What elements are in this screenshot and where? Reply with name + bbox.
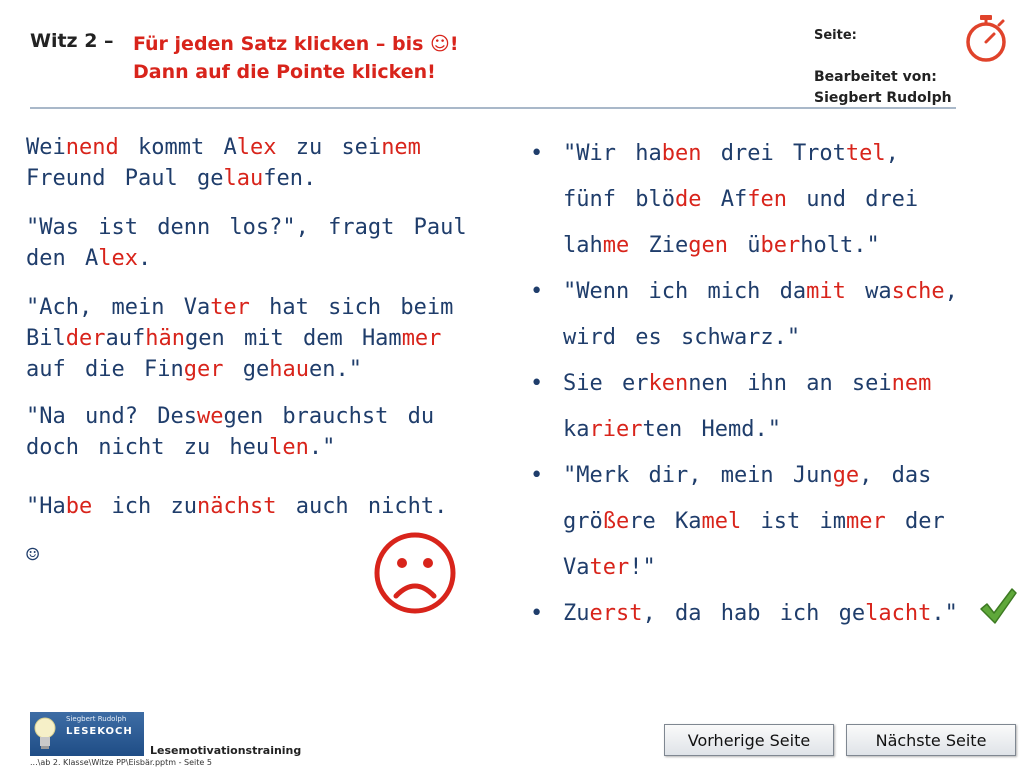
text-segment: ten Hemd." — [642, 417, 781, 442]
stopwatch-icon[interactable] — [962, 13, 1010, 63]
bullet: • — [530, 279, 544, 304]
next-page-button[interactable]: Nächste Seite — [846, 724, 1016, 756]
syllable-highlight: lau — [223, 166, 264, 191]
text-segment: ü — [727, 233, 761, 258]
syllable-highlight: ße — [602, 509, 630, 534]
text-segment: zu — [276, 135, 342, 160]
text-segment: auf die Fin — [26, 357, 184, 382]
lesekoch-logo — [30, 712, 144, 756]
punchline-option[interactable] — [530, 453, 970, 591]
header-divider — [30, 107, 956, 109]
punchline-option[interactable] — [530, 361, 970, 453]
bullet: • — [530, 141, 544, 166]
text-segment: ge — [196, 166, 224, 191]
punchline-text — [563, 141, 918, 258]
text-segment: kommt — [118, 135, 224, 160]
text-segment: !" — [629, 555, 656, 580]
syllable-highlight: lex — [98, 246, 138, 271]
text-segment: und drei lah — [563, 187, 919, 258]
text-segment: holt." — [800, 233, 880, 258]
text-segment: ist im — [741, 509, 846, 534]
punchline-option-correct[interactable] — [530, 591, 970, 637]
text-segment: auf — [105, 326, 146, 351]
syllable-highlight: ger — [183, 357, 224, 382]
text-segment: re Ka — [629, 509, 702, 534]
text-segment: . — [137, 246, 152, 271]
text-segment: , fünf blö — [563, 141, 899, 212]
file-path: ...\ab 2. Klasse\Witze PP\Eisbär.pptm - Seite 5 — [30, 758, 212, 767]
text-segment: ich zu — [92, 494, 197, 519]
text-segment: A — [84, 246, 99, 271]
joke-title: Witz 2 – — [30, 30, 114, 52]
bullet: • — [530, 463, 544, 488]
text-segment: "Was ist denn los?", fragt Paul den — [26, 215, 467, 271]
text-segment: der Va — [563, 509, 945, 580]
syllable-highlight: lacht — [865, 601, 932, 626]
text-segment: gen brauchst du doch nicht zu heu — [26, 404, 435, 460]
text-segment: "Na und? Des — [26, 404, 197, 429]
story-paragraph[interactable] — [26, 401, 496, 463]
text-segment: ge — [223, 357, 270, 382]
text-segment: drei Trot — [701, 141, 846, 166]
text-segment: A — [223, 135, 237, 160]
syllable-highlight: mit — [806, 279, 846, 304]
text-segment: hat sich beim Bil — [26, 295, 454, 351]
syllable-highlight: we — [196, 404, 224, 429]
syllable-highlight: be — [65, 494, 93, 519]
text-segment: Zu — [563, 601, 590, 626]
text-segment: sei — [341, 135, 382, 160]
punchline-text — [563, 463, 945, 580]
text-segment: , da hab ich ge — [642, 601, 866, 626]
punchline-text — [563, 279, 958, 350]
text-segment: nen ihn an sei — [688, 371, 892, 396]
bullet: • — [530, 371, 544, 396]
syllable-highlight: de — [674, 187, 702, 212]
text-segment: "Wir ha — [563, 141, 662, 166]
text-segment: , das grö — [563, 463, 932, 534]
text-segment: fen. — [263, 166, 317, 191]
syllable-highlight: nem — [891, 371, 932, 396]
text-segment: gen mit dem Ham — [185, 326, 402, 351]
punchline-option[interactable] — [530, 131, 970, 269]
syllable-highlight: ge — [832, 463, 860, 488]
editor-name: Siegbert Rudolph — [814, 90, 952, 106]
edited-by — [814, 67, 952, 109]
logo-brand: LESEKOCH — [66, 726, 133, 737]
text-segment: auch nicht. — [276, 494, 448, 519]
punchline-option[interactable] — [530, 269, 970, 361]
story-paragraph[interactable] — [26, 491, 496, 522]
story-paragraph[interactable] — [26, 212, 496, 274]
syllable-highlight: nächst — [196, 494, 277, 519]
syllable-highlight: mer — [401, 326, 442, 351]
text-segment: en." — [308, 357, 362, 382]
syllable-highlight: nem — [381, 135, 421, 160]
syllable-highlight: len — [269, 435, 309, 460]
edited-by-label: Bearbeitet von: — [814, 69, 937, 85]
syllable-highlight: hau — [269, 357, 309, 382]
text-segment: wa — [845, 279, 892, 304]
frowning-face-icon — [372, 530, 458, 616]
syllable-highlight: nend — [65, 135, 119, 160]
syllable-highlight: ber — [760, 233, 801, 258]
syllable-highlight: tel — [845, 141, 886, 166]
previous-page-button[interactable]: Vorherige Seite — [664, 724, 834, 756]
syllable-highlight: rier — [589, 417, 643, 442]
syllable-highlight: lex — [236, 135, 277, 160]
text-segment: Freund Paul — [26, 166, 197, 191]
text-segment: "Ha — [26, 494, 66, 519]
logo-name: Siegbert Rudolph — [66, 715, 127, 723]
syllable-highlight: mer — [845, 509, 886, 534]
syllable-highlight: sche — [891, 279, 945, 304]
syllable-highlight: ter — [589, 555, 630, 580]
smiley-icon: ☺ — [26, 543, 40, 568]
text-segment: "Merk dir, mein Jun — [563, 463, 833, 488]
syllable-highlight: me — [602, 233, 630, 258]
instruction-line-1: Für jeden Satz klicken – bis ☺! — [133, 33, 459, 55]
text-segment: ." — [931, 601, 958, 626]
lightbulb-icon — [32, 716, 58, 752]
story-text — [26, 132, 496, 522]
page-label: Seite: — [814, 28, 857, 43]
text-segment: ka — [563, 417, 590, 442]
syllable-highlight: erst — [589, 601, 643, 626]
text-segment: Af — [701, 187, 748, 212]
punchline-list — [530, 131, 970, 637]
story-paragraph[interactable] — [26, 292, 496, 385]
text-segment: Sie er — [563, 371, 649, 396]
syllable-highlight: fen — [747, 187, 787, 212]
text-segment: "Ach, mein Va — [26, 295, 211, 320]
bullet: • — [530, 601, 544, 626]
instruction — [133, 30, 459, 86]
punchline-text — [563, 601, 958, 626]
punchline-text — [563, 371, 931, 442]
syllable-highlight: ter — [210, 295, 250, 320]
text-segment: "Wenn ich mich da — [563, 279, 807, 304]
story-paragraph[interactable] — [26, 132, 496, 194]
program-name: Lesemotivationstraining — [150, 744, 302, 757]
syllable-highlight: hän — [145, 326, 185, 351]
text-segment: , wird es schwarz." — [563, 279, 958, 350]
syllable-highlight: mel — [701, 509, 742, 534]
text-segment: Wei — [26, 135, 66, 160]
syllable-highlight: ken — [648, 371, 689, 396]
instruction-line-2: Dann auf die Pointe klicken! — [133, 61, 436, 83]
text-segment: Zie — [629, 233, 689, 258]
text-segment: ." — [308, 435, 336, 460]
syllable-highlight: gen — [688, 233, 728, 258]
syllable-highlight: ben — [661, 141, 702, 166]
checkmark-icon — [978, 585, 1018, 627]
syllable-highlight: der — [65, 326, 106, 351]
